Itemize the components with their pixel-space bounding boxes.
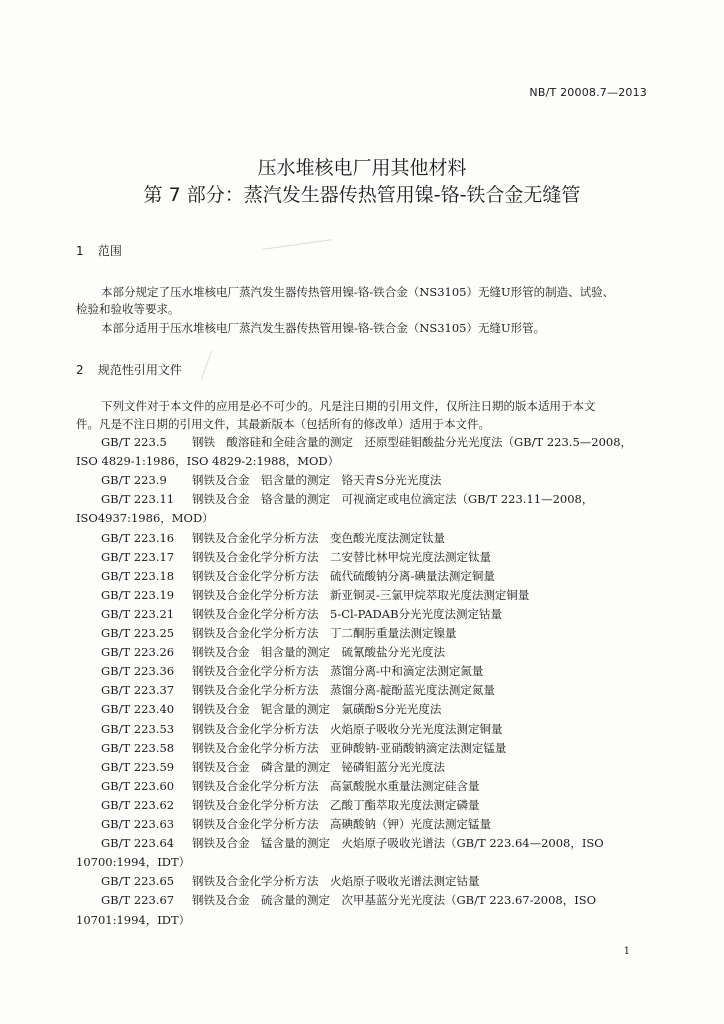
reference-title: 钢铁及合金化学分析方法 蒸馏分离-靛酚蓝光度法测定氮量 — [192, 683, 495, 698]
reference-code: GB/T 223.62 — [101, 797, 175, 812]
reference-continuation: 10701:1994，IDT） — [76, 912, 191, 927]
reference-title: 钢铁 酸溶硅和全硅含量的测定 还原型硅钼酸盐分光光度法（GB/T 223.5—2008， — [192, 435, 633, 449]
reference-continuation: 10700:1994，IDT） — [76, 855, 191, 870]
reference-continuation: ISO4937:1986，MOD） — [76, 511, 214, 526]
reference-item — [101, 892, 596, 908]
reference-title: 钢铁及合金 铝含量的测定 铬天青S分光光度法 — [192, 473, 442, 488]
reference-title: 钢铁及合金 铌含量的测定 氯磺酚S分光光度法 — [192, 702, 442, 717]
reference-code: GB/T 223.9 — [101, 473, 167, 488]
reference-code: GB/T 223.5 — [101, 435, 167, 449]
reference-code: GB/T 223.26 — [101, 645, 175, 660]
reference-item — [101, 873, 480, 889]
reference-item — [101, 530, 445, 546]
reference-item — [101, 644, 445, 660]
reference-code: GB/T 223.58 — [101, 740, 175, 755]
reference-code: GB/T 223.63 — [101, 817, 175, 831]
reference-item — [101, 606, 502, 622]
reference-item — [101, 491, 593, 507]
reference-title: 钢铁及合金化学分析方法 火焰原子吸收光谱法测定钴量 — [192, 874, 480, 889]
reference-code: GB/T 223.65 — [101, 874, 175, 889]
reference-item — [101, 797, 480, 813]
reference-code: GB/T 223.21 — [101, 606, 175, 621]
section-2-heading — [76, 361, 182, 378]
section-1-number: 1 — [76, 244, 84, 258]
reference-item — [101, 549, 491, 565]
reference-item — [101, 701, 441, 717]
reference-code: GB/T 223.67 — [101, 893, 175, 908]
reference-title: 钢铁及合金化学分析方法 火焰原子吸收分光光度法测定铜量 — [192, 721, 503, 736]
reference-code: GB/T 223.59 — [101, 759, 175, 774]
reference-item — [101, 740, 506, 756]
scan-artifact — [201, 351, 212, 380]
reference-title: 钢铁及合金化学分析方法 蒸馏分离-中和滴定法测定氮量 — [192, 664, 484, 679]
reference-title: 钢铁及合金 锰含量的测定 火焰原子吸收光谱法（GB/T 223.64—2008，ISO — [192, 836, 604, 851]
scope-paragraph-1-line-2: 检验和验收等要求。 — [76, 302, 180, 316]
reference-item — [101, 587, 529, 603]
scan-artifact — [262, 239, 331, 250]
reference-item — [101, 472, 441, 488]
reference-item — [101, 625, 457, 641]
reference-item — [101, 721, 503, 737]
section-2-number: 2 — [76, 363, 84, 377]
section-1-title: 范围 — [97, 244, 122, 258]
reference-title: 钢铁及合金化学分析方法 高氯酸脱水重量法测定硅含量 — [192, 778, 480, 793]
reference-code: GB/T 223.40 — [101, 702, 175, 717]
references-intro-line-2: 件。凡是不注日期的引用文件，其最新版本（包括所有的修改单）适用于本文件。 — [76, 417, 490, 431]
reference-title: 钢铁及合金 硫含量的测定 次甲基蓝分光光度法（GB/T 223.67-2008，ISO — [192, 893, 597, 908]
standard-code: NB/T 20008.7—2013 — [529, 86, 647, 99]
reference-continuation: ISO 4829-1:1986，ISO 4829-2:1988，MOD） — [76, 454, 340, 469]
reference-code: GB/T 223.64 — [101, 836, 175, 851]
reference-code: GB/T 223.17 — [101, 549, 175, 564]
reference-title: 钢铁及合金 钼含量的测定 硫氰酸盐分光光度法 — [192, 645, 445, 660]
scope-paragraph-1-line-1: 本部分规定了压水堆核电厂蒸汽发生器传热管用镍-铬-铁合金（NS3105）无缝U形管的制造、试验、 — [101, 285, 615, 299]
reference-item — [101, 759, 445, 775]
reference-item — [101, 816, 491, 832]
reference-title: 钢铁及合金化学分析方法 亚砷酸钠-亚硝酸钠滴定法测定锰量 — [192, 740, 507, 755]
reference-title: 钢铁及合金化学分析方法 新亚铜灵-三氯甲烷萃取光度法测定铜量 — [192, 587, 530, 602]
reference-title: 钢铁及合金 铬含量的测定 可视滴定或电位滴定法（GB/T 223.11—2008， — [192, 492, 594, 507]
reference-title: 钢铁及合金化学分析方法 高碘酸钠（钾）光度法测定锰量 — [192, 817, 491, 831]
section-1-heading — [76, 242, 122, 259]
reference-code: GB/T 223.53 — [101, 721, 175, 736]
reference-title: 钢铁及合金化学分析方法 硫代硫酸钠分离-碘量法测定铜量 — [192, 568, 495, 583]
reference-title: 钢铁及合金化学分析方法 丁二酮肟重量法测定镍量 — [192, 626, 457, 640]
section-2-title: 规范性引用文件 — [97, 363, 182, 377]
references-intro-line-1: 下列文件对于本文件的应用是必不可少的。凡是注日期的引用文件，仅所注日期的版本适用于本文 — [101, 399, 596, 413]
reference-item — [101, 835, 604, 851]
reference-code: GB/T 223.18 — [101, 568, 175, 583]
reference-item — [101, 682, 495, 698]
reference-title: 钢铁及合金化学分析方法 二安替比林甲烷光度法测定钛量 — [192, 549, 491, 564]
reference-code: GB/T 223.60 — [101, 778, 175, 793]
reference-item — [101, 663, 483, 679]
document-title-line-2: 第 7 部分：蒸汽发生器传热管用镍-铬-铁合金无缝管 — [143, 184, 581, 206]
reference-title: 钢铁及合金化学分析方法 5-Cl-PADAB分光光度法测定钴量 — [192, 606, 503, 621]
reference-title: 钢铁及合金化学分析方法 变色酸光度法测定钛量 — [192, 530, 445, 545]
reference-code: GB/T 223.11 — [101, 492, 175, 507]
page-number: 1 — [623, 946, 630, 957]
reference-code: GB/T 223.25 — [101, 626, 175, 640]
reference-title: 钢铁及合金化学分析方法 乙酸丁酯萃取光度法测定磷量 — [192, 797, 480, 812]
reference-code: GB/T 223.19 — [101, 587, 175, 602]
scope-paragraph-2: 本部分适用于压水堆核电厂蒸汽发生器传热管用镍-铬-铁合金（NS3105）无缝U形管。 — [101, 321, 546, 335]
reference-code: GB/T 223.36 — [101, 664, 175, 679]
reference-item — [101, 568, 495, 584]
reference-title: 钢铁及合金 磷含量的测定 铋磷钼蓝分光光度法 — [192, 759, 445, 774]
reference-item — [101, 434, 632, 450]
reference-code: GB/T 223.37 — [101, 683, 175, 698]
document-title-line-1: 压水堆核电厂用其他材料 — [257, 157, 467, 179]
reference-item — [101, 778, 480, 794]
reference-code: GB/T 223.16 — [101, 530, 175, 545]
